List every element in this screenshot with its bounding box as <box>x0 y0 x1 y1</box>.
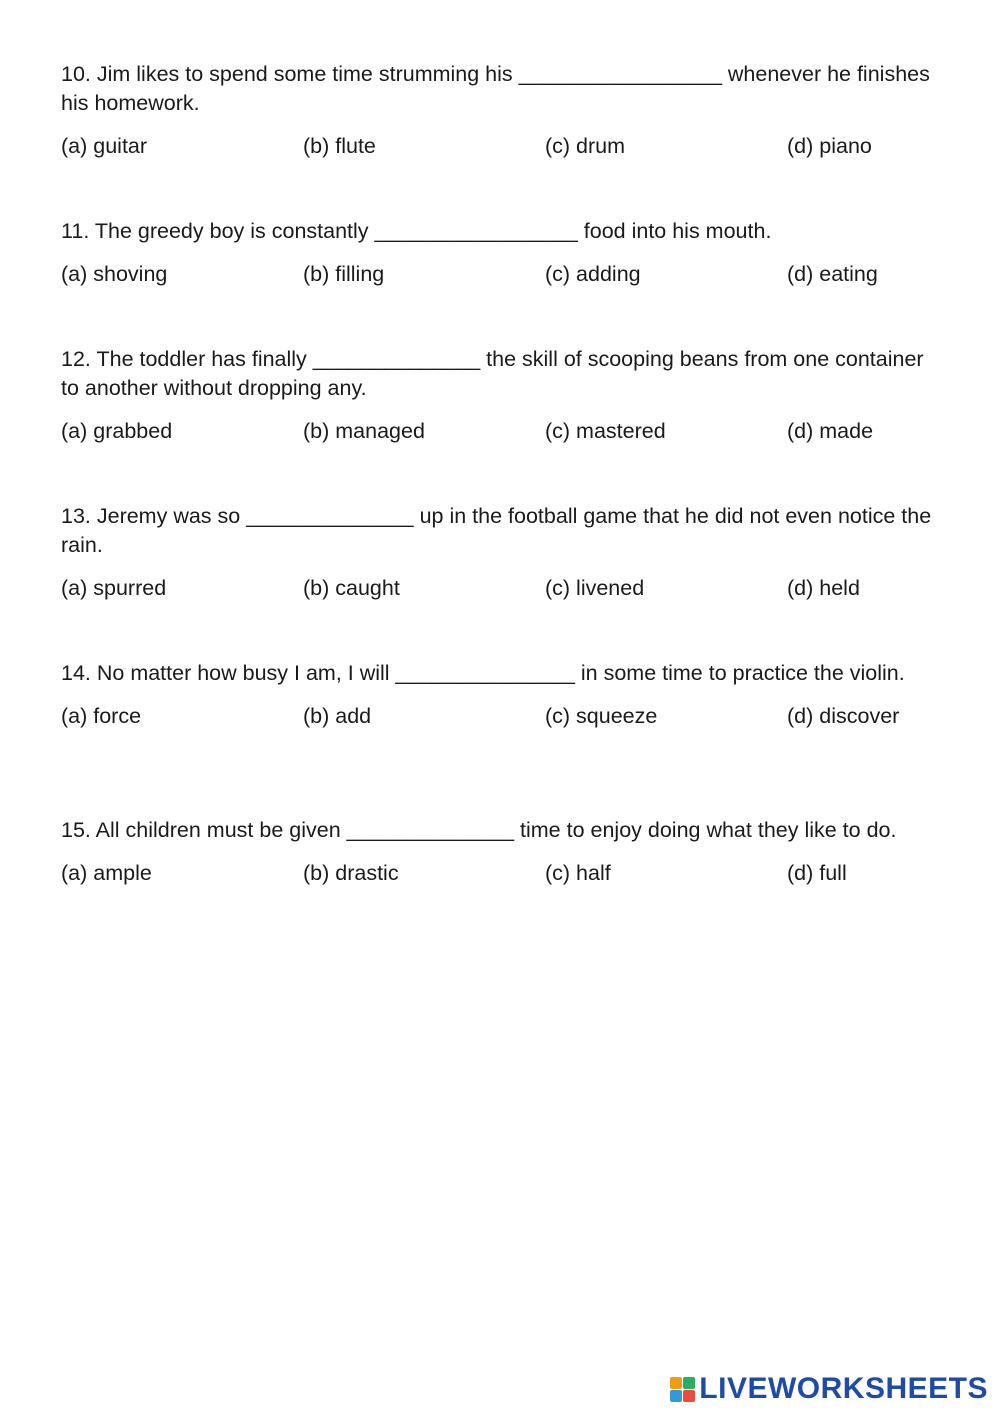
answer-options <box>61 859 941 888</box>
brand-name: LIVEWORKSHEETS <box>699 1372 988 1405</box>
option-b[interactable]: (b) add <box>303 704 372 728</box>
option-a[interactable]: (a) shoving <box>61 262 168 286</box>
logo-square-1 <box>670 1377 682 1389</box>
option-a[interactable]: (a) spurred <box>61 576 167 600</box>
option-b[interactable]: (b) managed <box>303 419 425 443</box>
option-a[interactable]: (a) force <box>61 704 142 728</box>
option-d[interactable]: (d) made <box>787 419 874 443</box>
liveworksheets-watermark <box>670 1372 988 1406</box>
logo-square-3 <box>670 1390 682 1402</box>
question-11 <box>61 217 941 289</box>
option-c[interactable]: (c) squeeze <box>545 704 658 728</box>
option-c[interactable]: (c) mastered <box>545 419 666 443</box>
option-d[interactable]: (d) discover <box>787 704 900 728</box>
option-a[interactable]: (a) guitar <box>61 134 148 158</box>
question-stem: 11. The greedy boy is constantly _________________ food into his mouth. <box>61 219 772 243</box>
question-stem: 13. Jeremy was so ______________ up in the football game that he did not even notice the rain. <box>61 504 932 557</box>
option-d[interactable]: (d) full <box>787 861 847 885</box>
answer-options <box>61 417 941 446</box>
question-stem: 14. No matter how busy I am, I will _______________ in some time to practice the violin. <box>61 661 905 685</box>
question-12 <box>61 345 941 446</box>
option-d[interactable]: (d) held <box>787 576 860 600</box>
option-c[interactable]: (c) livened <box>545 576 645 600</box>
option-d[interactable]: (d) piano <box>787 134 872 158</box>
option-b[interactable]: (b) filling <box>303 262 385 286</box>
option-b[interactable]: (b) drastic <box>303 861 399 885</box>
option-a[interactable]: (a) grabbed <box>61 419 173 443</box>
answer-options <box>61 574 941 603</box>
answer-options <box>61 702 941 731</box>
answer-options <box>61 260 941 289</box>
option-b[interactable]: (b) caught <box>303 576 400 600</box>
liveworksheets-logo-icon <box>670 1377 695 1402</box>
logo-square-2 <box>683 1377 695 1389</box>
question-stem: 12. The toddler has finally ______________ the skill of scooping beans from one container to another without dropping any. <box>61 347 924 400</box>
option-b[interactable]: (b) flute <box>303 134 376 158</box>
option-c[interactable]: (c) half <box>545 861 611 885</box>
option-c[interactable]: (c) drum <box>545 134 626 158</box>
question-stem: 15. All children must be given ______________ time to enjoy doing what they like to do. <box>61 818 897 842</box>
option-c[interactable]: (c) adding <box>545 262 641 286</box>
question-15 <box>61 816 941 888</box>
logo-square-4 <box>683 1390 695 1402</box>
option-a[interactable]: (a) ample <box>61 861 152 885</box>
question-14 <box>61 659 941 731</box>
answer-options <box>61 132 941 161</box>
question-13 <box>61 502 941 603</box>
option-d[interactable]: (d) eating <box>787 262 878 286</box>
question-10 <box>61 60 941 161</box>
question-stem: 10. Jim likes to spend some time strumming his _________________ whenever he finishes his homework. <box>61 62 930 115</box>
